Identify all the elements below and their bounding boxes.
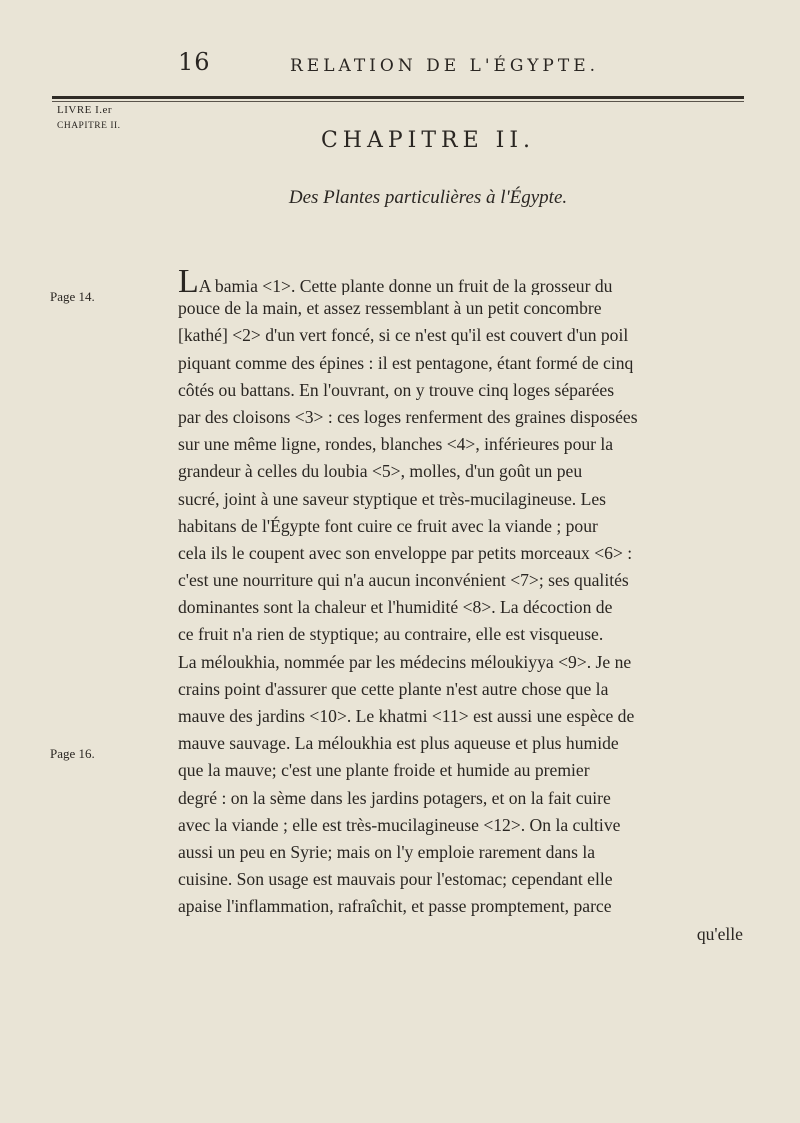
margin-livre-label: LIVRE I.er	[57, 104, 113, 116]
text-line: apaise l'inflammation, rafraîchit, et passe promptement, parce	[178, 896, 612, 917]
text-line: c'est une nourriture qui n'a aucun inconvénient <7>; ses qualités	[178, 570, 629, 591]
text-line: avec la viande ; elle est très-mucilagineuse <12>. On la cultive	[178, 814, 621, 835]
running-head	[0, 44, 800, 84]
text-line: côtés ou battans. En l'ouvrant, on y trouve cinq loges séparées	[178, 379, 615, 400]
text-line: LA bamia <1>. Cette plante donne un fruit de la grosseur du	[178, 268, 743, 295]
text-line: aussi un peu en Syrie; mais on l'y emploie rarement dans la	[178, 841, 596, 862]
text-line: [kathé] <2> d'un vert foncé, si ce n'est qu'il est couvert d'un poil	[178, 325, 629, 346]
margin-page-reference: Page 14.	[50, 289, 95, 304]
text-line: par des cloisons <3> : ces loges renferment des graines disposées	[178, 406, 638, 427]
margin-page-reference: Page 16.	[50, 746, 95, 761]
text-line: qu'elle	[696, 923, 743, 944]
text-line: mauve sauvage. La méloukhia est plus aqueuse et plus humide	[178, 733, 619, 754]
header-rule-thin	[52, 101, 744, 102]
text-line: cuisine. Son usage est mauvais pour l'estomac; cependant elle	[178, 869, 613, 890]
chapter-subtitle: Des Plantes particulières à l'Égypte.	[288, 187, 568, 208]
drop-cap: L	[178, 268, 199, 296]
text-line: mauve des jardins <10>. Le khatmi <11> est aussi une espèce de	[178, 706, 635, 726]
margin-chapitre-label: CHAPITRE II.	[57, 121, 121, 131]
text-line: degré : on la sème dans les jardins potagers, et on la fait cuire	[178, 787, 611, 808]
text-line: crains point d'assurer que cette plante n'est autre chose que la	[178, 678, 609, 699]
text-line: habitans de l'Égypte font cuire ce fruit avec la viande ; pour	[178, 515, 598, 536]
text-line: pouce de la main, et assez ressemblant à un petit concombre	[178, 298, 602, 319]
running-title: RELATION DE L'ÉGYPTE.	[290, 56, 600, 76]
text-line: piquant comme des épines : il est pentagone, étant formé de cinq	[178, 352, 634, 373]
header-rule-thick	[52, 96, 744, 99]
page-number: 16	[178, 48, 211, 76]
chapter-heading: CHAPITRE II.	[320, 128, 536, 153]
body-text	[178, 268, 743, 948]
text-line: grandeur à celles du loubia <5>, molles, d'un goût un peu	[178, 461, 583, 482]
text-line: ce fruit n'a rien de styptique; au contraire, elle est visqueuse.	[178, 624, 604, 645]
text-line: sur une même ligne, rondes, blanches <4>, inférieures pour la	[178, 434, 614, 455]
text-line: La méloukhia, nommée par les médecins méloukiyya <9>. Je ne	[178, 651, 632, 672]
text-line: cela ils le coupent avec son enveloppe par petits morceaux <6> :	[178, 542, 633, 563]
text-line: dominantes sont la chaleur et l'humidité <8>. La décoction de	[178, 597, 613, 618]
text-line: que la mauve; c'est une plante froide et humide au premier	[178, 760, 590, 781]
text-line: sucré, joint à une saveur styptique et très-mucilagineuse. Les	[178, 488, 606, 509]
